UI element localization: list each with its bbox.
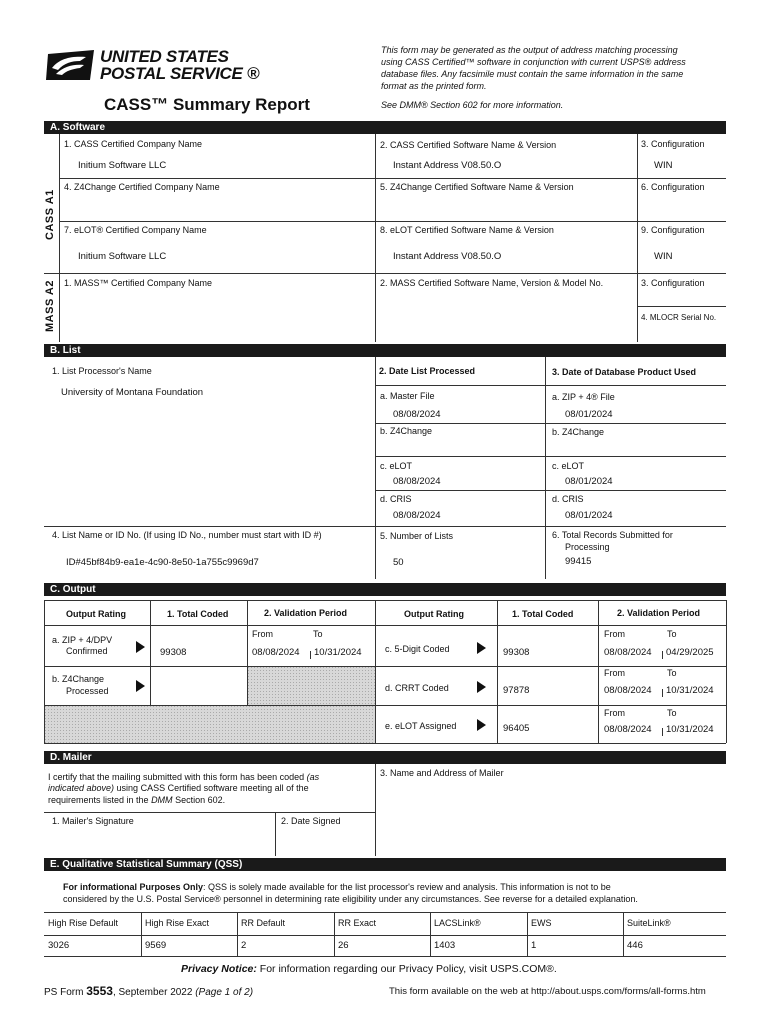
notice-line-4: format as the printed form. [381, 81, 487, 91]
row-c-to-label: To [667, 629, 677, 639]
z4change-company-label: 4. Z4Change Certified Company Name [64, 182, 220, 192]
date-db-label: 3. Date of Database Product Used [552, 367, 697, 377]
z4change-date-label: b. Z4Change [380, 426, 433, 436]
qss-val-rr-default: 2 [241, 940, 247, 951]
qss-val-high-rise-default: 3026 [48, 940, 70, 951]
zip4-file-value: 08/01/2024 [565, 409, 613, 420]
qss-col-rr-default: RR Default [241, 918, 286, 928]
five-digit-from: 08/08/2024 [604, 647, 652, 658]
list-name-label [52, 530, 322, 540]
elot-date-label: c. eLOT [380, 461, 413, 471]
qss-col-high-rise-default: High Rise Default [48, 918, 119, 928]
mass-company-label: 1. MASS™ Certified Company Name [64, 278, 213, 288]
qss-val-rr-exact: 26 [338, 940, 349, 951]
qss-val-lacslink: 1403 [434, 940, 456, 951]
qss-col-high-rise-exact: High Rise Exact [145, 918, 210, 928]
section-c-bar: C. Output [44, 583, 726, 596]
notice-line-2: using CASS Certified™ software in conjunction with current USPS® address [381, 57, 686, 67]
z4change-software-label: 5. Z4Change Certified Software Name & Version [380, 182, 574, 192]
left-validation-header: 2. Validation Period [264, 608, 348, 618]
row-d-from-label: From [604, 668, 625, 678]
elot-assigned-from: 08/08/2024 [604, 724, 652, 735]
forms-web-link[interactable]: This form available on the web at http://about.usps.com/forms/all-forms.htm [389, 986, 706, 997]
mlocr-serial-label: 4. MLOCR Serial No. [641, 313, 717, 322]
zip4-dpv-total: 99308 [160, 647, 187, 658]
notice-line-3: database files. Any facsimile must contain the same information in the same [381, 69, 684, 79]
crrt-label: d. CRRT Coded [385, 683, 449, 693]
elot-config-label: 9. Configuration [641, 225, 705, 235]
db-cris-value: 08/01/2024 [565, 510, 613, 521]
list-processor-value: University of Montana Foundation [61, 387, 204, 398]
privacy-notice-bold: Privacy Notice: [181, 963, 257, 975]
qss-val-suitelink: 446 [627, 940, 643, 951]
qss-col-lacslink: LACSLink® [434, 918, 481, 928]
notice-line-5: See DMM® Section 602 for more information. [381, 100, 564, 110]
qss-val-high-rise-exact: 9569 [145, 940, 167, 951]
num-lists-value: 50 [393, 557, 404, 568]
five-digit-total: 99308 [503, 647, 530, 658]
five-digit-to: 04/29/2025 [666, 647, 714, 658]
elot-software-value: Instant Address V08.50.O [393, 251, 502, 262]
hatched-area-b-validation [247, 666, 375, 705]
right-output-rating-header: Output Rating [404, 609, 464, 619]
elot-company-value: Initium Software LLC [78, 251, 167, 262]
section-e-bar: E. Qualitative Statistical Summary (QSS) [44, 858, 726, 871]
crrt-from: 08/08/2024 [604, 685, 652, 696]
cass-a1-side-label: CASS A1 [44, 189, 56, 240]
five-digit-label: c. 5-Digit Coded [385, 644, 450, 654]
master-file-label: a. Master File [380, 391, 435, 401]
right-validation-header: 2. Validation Period [617, 608, 701, 618]
section-b-bar: B. List [44, 344, 726, 357]
db-cris-label: d. CRIS [552, 494, 584, 504]
row-e-arrow-icon [477, 719, 486, 731]
zip4-dpv-label-1: a. ZIP + 4/DPV [52, 635, 113, 645]
row-b-arrow-icon [136, 680, 145, 692]
list-name-label-text: 4. List Name or ID No. (If using ID No., number must start with ID #) [52, 530, 322, 540]
zip4-dpv-to: 10/31/2024 [314, 647, 362, 658]
right-total-coded-header: 1. Total Coded [512, 609, 574, 619]
section-a-bar: A. Software [44, 121, 726, 134]
db-z4change-label: b. Z4Change [552, 427, 605, 437]
certification-line-3: requirements listed in the DMM Section 602. [48, 795, 226, 805]
elot-config-value: WIN [654, 251, 673, 262]
left-total-coded-header: 1. Total Coded [167, 609, 229, 619]
form-number-line [44, 984, 253, 998]
qss-info-bold: For informational Purposes Only [63, 882, 204, 892]
cass-company-value: Initium Software LLC [78, 160, 167, 171]
row-d-arrow-icon [477, 681, 486, 693]
cass-config-value: WIN [654, 160, 673, 171]
logo-line-2: POSTAL SERVICE ® [100, 64, 260, 83]
row-a-to-label: To [313, 629, 323, 639]
qss-col-rr-exact: RR Exact [338, 918, 377, 928]
logo-line-1: UNITED STATES [100, 47, 229, 66]
qss-info-text: : QSS is solely made available for the list processor's review and analysis. This information is not to be [203, 882, 611, 892]
elot-assigned-label: e. eLOT Assigned [385, 721, 457, 731]
date-processed-label: 2. Date List Processed [379, 366, 476, 376]
list-name-value: ID#45bf84b9-ea1e-4c90-8e50-1a755c9969d7 [66, 557, 259, 568]
certification-line-1: I certify that the mailing submitted with this form has been coded (as [48, 772, 320, 782]
crrt-to: 10/31/2024 [666, 685, 714, 696]
elot-software-label: 8. eLOT Certified Software Name & Version [380, 225, 554, 235]
num-lists-label: 5. Number of Lists [380, 531, 454, 541]
mailer-address-label: 3. Name and Address of Mailer [380, 768, 504, 778]
cass-software-label: 2. CASS Certified Software Name & Version [380, 140, 557, 150]
z4change-processed-label-2: Processed [66, 686, 109, 696]
db-elot-label: c. eLOT [552, 461, 585, 471]
row-a-arrow-icon [136, 641, 145, 653]
cris-date-value: 08/08/2024 [393, 510, 441, 521]
z4change-processed-label-1: b. Z4Change [52, 674, 105, 684]
elot-date-value: 08/08/2024 [393, 476, 441, 487]
privacy-notice-text: For information regarding our Privacy Policy, visit USPS.COM®. [256, 963, 557, 975]
notice-line-1: This form may be generated as the output of address matching processing [381, 45, 678, 55]
form-number: 3553 [86, 984, 113, 998]
total-records-value: 99415 [565, 556, 592, 567]
certification-line-2: indicated above) using CASS Certified software meeting all of the [48, 783, 309, 793]
usps-eagle-logo [46, 48, 96, 82]
date-signed-label: 2. Date Signed [281, 816, 341, 826]
privacy-notice [181, 963, 557, 975]
crrt-total: 97878 [503, 685, 530, 696]
cris-date-label: d. CRIS [380, 494, 412, 504]
mass-config-label: 3. Configuration [641, 278, 705, 288]
list-processor-label: 1. List Processor's Name [52, 366, 152, 376]
row-a-from-label: From [252, 629, 273, 639]
row-c-arrow-icon [477, 642, 486, 654]
section-d-bar: D. Mailer [44, 751, 726, 764]
mass-a2-side-label: MASS A2 [44, 280, 56, 332]
qss-col-suitelink: SuiteLink® [627, 918, 671, 928]
qss-col-ews: EWS [531, 918, 552, 928]
elot-company-label: 7. eLOT® Certified Company Name [64, 225, 207, 235]
report-title: CASS™ Summary Report [104, 95, 310, 114]
row-c-from-label: From [604, 629, 625, 639]
qss-info-line-1 [63, 882, 611, 892]
qss-val-ews: 1 [531, 940, 537, 951]
total-records-label-1: 6. Total Records Submitted for [552, 530, 673, 540]
zip4-file-label: a. ZIP + 4® File [552, 392, 615, 402]
cass-config-label: 3. Configuration [641, 139, 705, 149]
zip4-dpv-from: 08/08/2024 [252, 647, 300, 658]
form-date: , September 2022 [112, 987, 196, 998]
zip4-dpv-label-2: Confirmed [66, 646, 108, 656]
left-output-rating-header: Output Rating [66, 609, 126, 619]
elot-assigned-to: 10/31/2024 [666, 724, 714, 735]
db-elot-value: 08/01/2024 [565, 476, 613, 487]
hatched-area-left-bottom [44, 705, 375, 743]
mailer-signature-label: 1. Mailer's Signature [52, 816, 134, 826]
elot-assigned-total: 96405 [503, 723, 530, 734]
form-prefix: PS Form [44, 987, 87, 998]
row-d-to-label: To [667, 668, 677, 678]
row-e-to-label: To [667, 708, 677, 718]
row-e-from-label: From [604, 708, 625, 718]
total-records-label-2: Processing [565, 542, 610, 552]
z4change-config-label: 6. Configuration [641, 182, 705, 192]
mass-software-label: 2. MASS Certified Software Name, Version & Model No. [380, 278, 604, 288]
cass-software-value: Instant Address V08.50.O [393, 160, 502, 171]
qss-info-line-2: considered by the U.S. Postal Service® personnel in determining rate eligibility under any circumstances. See reverse for a detailed explanation. [63, 894, 638, 904]
cass-company-label: 1. CASS Certified Company Name [64, 139, 203, 149]
form-page: (Page 1 of 2) [195, 987, 254, 998]
master-file-value: 08/08/2024 [393, 409, 441, 420]
